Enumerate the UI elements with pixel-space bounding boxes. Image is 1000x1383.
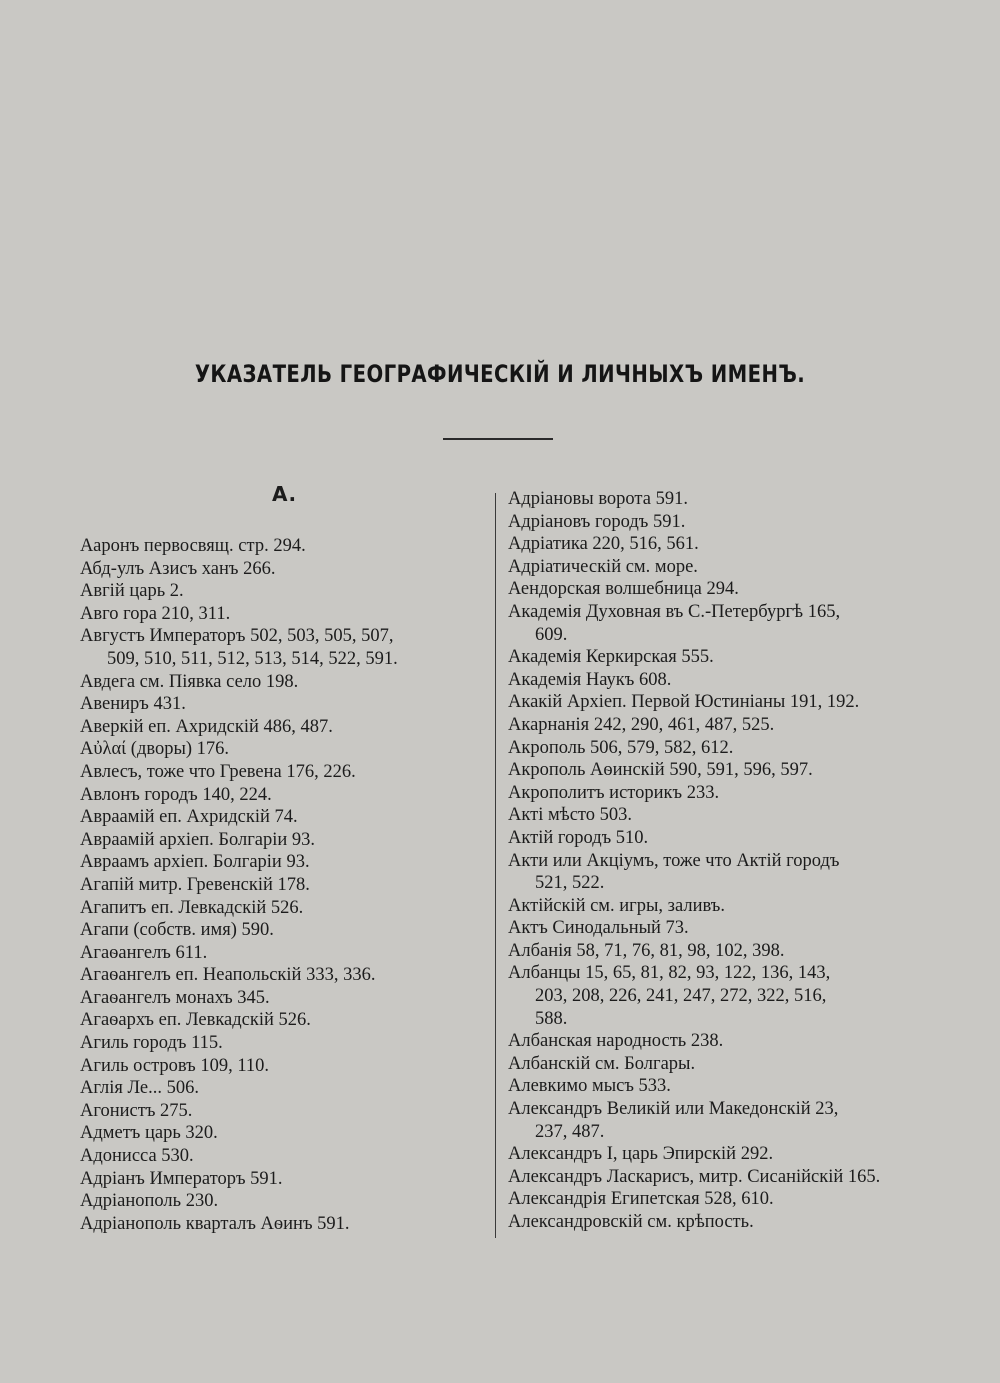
index-entry: Алевкимо мысъ 533. (508, 1076, 671, 1097)
index-entry: Аглія Ле... 506. (80, 1078, 200, 1099)
index-entry: Авениръ 431. (80, 694, 186, 715)
index-entry: Адріановъ городъ 591. (508, 511, 686, 532)
index-entry: Агаѳангелъ еп. Неапольскій 333, 336. (80, 965, 376, 986)
index-entry: Акакій Архіеп. Первой Юстиніаны 191, 192. (508, 692, 860, 713)
index-entry: Адріанъ Императоръ 591. (80, 1168, 283, 1189)
index-entry: Акрополитъ историкъ 233. (508, 782, 720, 803)
index-entry: Авлесъ, тоже что Гревена 176, 226. (80, 761, 356, 782)
index-entry-continuation: 588. (535, 1008, 568, 1029)
index-entry: Александровскій см. крѣпость. (508, 1212, 754, 1232)
index-entry: Агапи (собств. имя) 590. (80, 920, 274, 941)
index-entry: Авраамъ архіеп. Болгаріи 93. (80, 852, 310, 873)
index-entry: Академія Наукъ 608. (508, 669, 672, 690)
index-entry: Августъ Императоръ 502, 503, 505, 507, (80, 626, 394, 647)
index-entry-continuation: 609. (535, 624, 568, 645)
section-letter: А. (272, 482, 298, 506)
page-title: УКАЗАТЕЛЬ ГЕОГРАФИЧЕСКІЙ И ЛИЧНЫХЪ ИМЕНЪ. (194, 360, 806, 388)
index-entry: Актій городъ 510. (508, 827, 649, 848)
index-entry: Ааронъ первосвящ. стр. 294. (80, 536, 306, 556)
index-entry: Аверкій еп. Ахридскій 486, 487. (80, 716, 333, 737)
index-entry: Акрополь Аѳинскій 590, 591, 596, 597. (508, 760, 813, 781)
index-entry-continuation: 521, 522. (535, 873, 605, 894)
column-divider (495, 493, 496, 1238)
index-entry-continuation: 509, 510, 511, 512, 513, 514, 522, 591. (107, 648, 398, 669)
index-entry: Академія Духовная въ С.-Петербургѣ 165, (508, 601, 841, 622)
left-column (80, 535, 490, 1235)
index-entry: Авраамій еп. Ахридскій 74. (80, 807, 298, 828)
index-entry: Авраамій архіеп. Болгаріи 93. (80, 829, 316, 850)
index-entry: Авгій царь 2. (80, 581, 184, 602)
index-entry: Агонистъ 275. (80, 1100, 193, 1121)
index-entry: Агиль островъ 109, 110. (80, 1055, 270, 1076)
index-entry: Аендорская волшебница 294. (508, 579, 739, 600)
index-entry: Академія Керкирская 555. (508, 647, 714, 668)
index-entry: Адріанополь 230. (80, 1191, 219, 1212)
index-entry: Албанскій см. Болгары. (508, 1053, 696, 1074)
index-entry: Агапитъ еп. Левкадскій 526. (80, 897, 304, 918)
index-entry: Агаѳархъ еп. Левкадскій 526. (80, 1010, 311, 1031)
index-entry: Александръ Ласкарисъ, митр. Сисанійскій 165. (508, 1166, 881, 1187)
right-column (508, 488, 918, 1234)
index-entry: Александрія Египетская 528, 610. (508, 1189, 774, 1210)
index-entry: Абд-улъ Азисъ ханъ 266. (80, 558, 276, 579)
index-entry: Албанцы 15, 65, 81, 82, 93, 122, 136, 143, (508, 963, 831, 984)
index-entry-continuation: 203, 208, 226, 241, 247, 272, 322, 516, (535, 986, 827, 1007)
index-entry: Агиль городъ 115. (80, 1033, 223, 1054)
index-entry: Акти или Акціумъ, тоже что Актій городъ (508, 850, 840, 871)
index-entry: Агапій митр. Гревенскій 178. (80, 874, 310, 895)
index-entry: Адріановы ворота 591. (508, 489, 688, 509)
index-entry: Албанская народность 238. (508, 1031, 724, 1052)
index-entry-continuation: 237, 487. (535, 1121, 605, 1142)
index-entry: Авдега см. Піявка село 198. (80, 671, 299, 692)
index-entry: Акарнанія 242, 290, 461, 487, 525. (508, 714, 775, 735)
index-entry: Адметъ царь 320. (80, 1123, 218, 1144)
index-entry: Адріатика 220, 516, 561. (508, 534, 699, 555)
index-entry: Αὐλαί (дворы) 176. (80, 739, 230, 760)
index-entry: Адріатическій см. море. (508, 556, 698, 577)
index-entry: Албанія 58, 71, 76, 81, 98, 102, 398. (508, 940, 785, 961)
index-entry: Авлонъ городъ 140, 224. (80, 784, 272, 805)
index-entry: Адріанополь кварталъ Аѳинъ 591. (80, 1213, 350, 1234)
index-entry: Александръ I, царь Эпирскій 292. (508, 1144, 774, 1165)
index-entry: Агаѳангелъ 611. (80, 942, 208, 963)
index-entry: Актъ Синодальный 73. (508, 918, 689, 939)
index-entry: Агаѳангелъ монахъ 345. (80, 987, 270, 1008)
index-entry: Авго гора 210, 311. (80, 603, 231, 624)
index-entry: Актійскій см. игры, заливъ. (508, 895, 725, 916)
index-entry: Акті мѣсто 503. (508, 805, 633, 826)
title-rule (443, 438, 553, 440)
index-entry: Адонисса 530. (80, 1146, 194, 1167)
index-entry: Акрополь 506, 579, 582, 612. (508, 737, 734, 758)
index-entry: Александръ Великій или Македонскій 23, (508, 1099, 839, 1120)
